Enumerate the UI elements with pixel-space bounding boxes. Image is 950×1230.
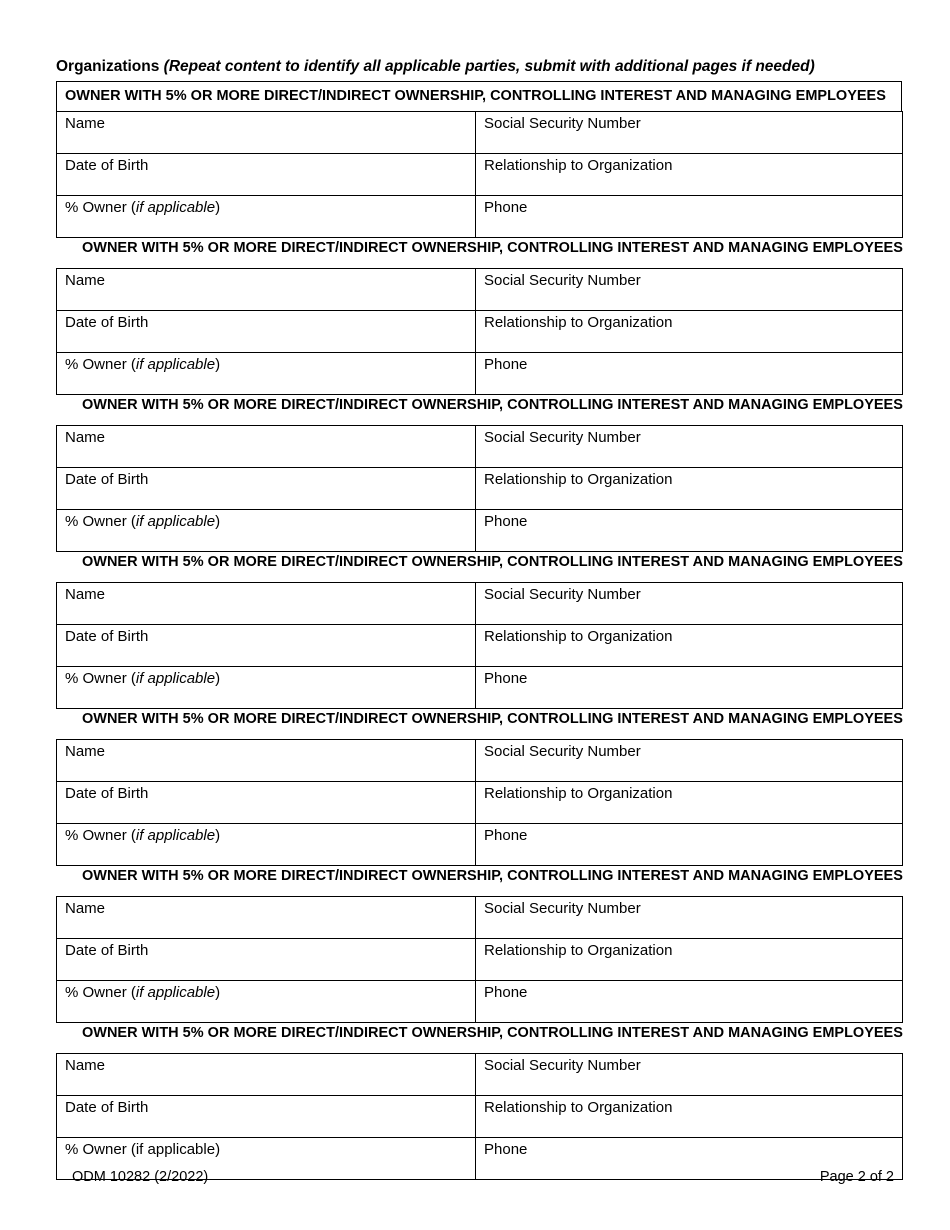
phone-label: Phone: [484, 199, 528, 216]
owner-percent-label: [65, 984, 220, 1001]
relationship-field[interactable]: [476, 154, 903, 196]
dob-label: Date of Birth: [65, 942, 149, 959]
name-label: Name: [65, 586, 106, 603]
owner-percent-label-prefix: % Owner (: [65, 513, 136, 530]
owner-block-header: OWNER WITH 5% OR MORE DIRECT/INDIRECT OWNERSHIP, CONTROLLING INTEREST AND MANAGING EMPLOYEES: [56, 81, 902, 111]
owner-percent-label-suffix: ): [215, 356, 221, 373]
owner-percent-label: [65, 513, 220, 530]
owner-percent-label-italic: if applicable: [135, 199, 216, 216]
ssn-field[interactable]: [476, 897, 903, 939]
ssn-field[interactable]: [476, 269, 903, 311]
dob-field[interactable]: [57, 311, 476, 353]
relationship-label: Relationship to Organization: [484, 628, 673, 645]
relationship-label: Relationship to Organization: [484, 314, 673, 331]
owner-fields-table: [56, 1053, 903, 1180]
ssn-field[interactable]: [476, 740, 903, 782]
owner-block-header: OWNER WITH 5% OR MORE DIRECT/INDIRECT OWNERSHIP, CONTROLLING INTEREST AND MANAGING EMPLOYEES: [82, 240, 903, 256]
owner-block-header: OWNER WITH 5% OR MORE DIRECT/INDIRECT OWNERSHIP, CONTROLLING INTEREST AND MANAGING EMPLOYEES: [82, 868, 903, 884]
name-label: Name: [65, 429, 106, 446]
owner-block-header: OWNER WITH 5% OR MORE DIRECT/INDIRECT OWNERSHIP, CONTROLLING INTEREST AND MANAGING EMPLOYEES: [82, 711, 903, 727]
owner-form: [56, 81, 902, 1180]
owner-percent-label-italic: if applicable: [135, 984, 216, 1001]
name-field[interactable]: [57, 426, 476, 468]
owner-percent-label-prefix: % Owner (: [65, 670, 136, 687]
relationship-label: Relationship to Organization: [484, 785, 673, 802]
dob-field[interactable]: [57, 782, 476, 824]
owner-percent-label: [65, 199, 220, 216]
ssn-label: Social Security Number: [484, 1057, 641, 1074]
relationship-field[interactable]: [476, 782, 903, 824]
owner-percent-label-prefix: % Owner (: [65, 199, 136, 216]
ssn-label: Social Security Number: [484, 900, 641, 917]
owner-block-1: [56, 81, 902, 238]
ssn-label: Social Security Number: [484, 272, 641, 289]
owner-block-5: [56, 700, 902, 866]
owner-percent-label-italic: if applicable: [135, 513, 216, 530]
owner-fields-table: [56, 582, 903, 709]
form-id: ODM 10282 (2/2022): [72, 1169, 209, 1185]
relationship-field[interactable]: [476, 311, 903, 353]
ssn-field[interactable]: [476, 112, 903, 154]
ssn-label: Social Security Number: [484, 743, 641, 760]
relationship-label: Relationship to Organization: [484, 942, 673, 959]
name-label: Name: [65, 900, 106, 917]
owner-percent-label: [65, 827, 220, 844]
dob-label: Date of Birth: [65, 314, 149, 331]
ssn-label: Social Security Number: [484, 115, 641, 132]
phone-label: Phone: [484, 513, 528, 530]
relationship-field[interactable]: [476, 625, 903, 667]
owner-percent-label-prefix: % Owner (if applicable): [65, 1141, 221, 1158]
owner-percent-label: [65, 356, 220, 373]
owner-fields-table: [56, 425, 903, 552]
phone-label: Phone: [484, 356, 528, 373]
owner-block-2: [56, 229, 902, 395]
dob-label: Date of Birth: [65, 157, 149, 174]
page-number: Page 2 of 2: [819, 1169, 894, 1185]
owner-block-3: [56, 386, 902, 552]
owner-percent-label: [65, 1141, 220, 1158]
owner-percent-label-suffix: ): [215, 199, 221, 216]
name-field[interactable]: [57, 583, 476, 625]
page-heading: [56, 57, 815, 77]
ssn-field[interactable]: [476, 426, 903, 468]
owner-percent-label-suffix: ): [215, 827, 221, 844]
ssn-field[interactable]: [476, 583, 903, 625]
dob-field[interactable]: [57, 1096, 476, 1138]
owner-block-header: OWNER WITH 5% OR MORE DIRECT/INDIRECT OWNERSHIP, CONTROLLING INTEREST AND MANAGING EMPLOYEES: [82, 1025, 903, 1041]
owner-block-header: OWNER WITH 5% OR MORE DIRECT/INDIRECT OWNERSHIP, CONTROLLING INTEREST AND MANAGING EMPLOYEES: [82, 554, 903, 570]
relationship-label: Relationship to Organization: [484, 471, 673, 488]
dob-field[interactable]: [57, 939, 476, 981]
owner-block-4: [56, 543, 902, 709]
owner-percent-label-italic: if applicable: [135, 827, 216, 844]
dob-label: Date of Birth: [65, 628, 149, 645]
relationship-field[interactable]: [476, 468, 903, 510]
name-label: Name: [65, 1057, 106, 1074]
dob-label: Date of Birth: [65, 1099, 149, 1116]
owner-block-7: [56, 1014, 902, 1180]
name-label: Name: [65, 272, 106, 289]
owner-fields-table: [56, 111, 903, 238]
owner-fields-table: [56, 268, 903, 395]
ssn-label: Social Security Number: [484, 429, 641, 446]
dob-field[interactable]: [57, 154, 476, 196]
dob-field[interactable]: [57, 468, 476, 510]
dob-field[interactable]: [57, 625, 476, 667]
name-field[interactable]: [57, 897, 476, 939]
owner-percent-label-prefix: % Owner (: [65, 984, 136, 1001]
owner-percent-label: [65, 670, 220, 687]
page-instruction-note: (Repeat content to identify all applicable parties, submit with additional pages if needed): [163, 58, 815, 75]
owner-block-header: OWNER WITH 5% OR MORE DIRECT/INDIRECT OWNERSHIP, CONTROLLING INTEREST AND MANAGING EMPLOYEES: [82, 397, 903, 413]
owner-percent-label-italic: if applicable: [135, 356, 216, 373]
owner-percent-label-suffix: ): [215, 984, 221, 1001]
name-label: Name: [65, 743, 106, 760]
owner-fields-table: [56, 739, 903, 866]
owner-percent-label-suffix: ): [215, 513, 221, 530]
phone-label: Phone: [484, 1141, 528, 1158]
relationship-field[interactable]: [476, 939, 903, 981]
owner-block-6: [56, 857, 902, 1023]
name-field[interactable]: [57, 269, 476, 311]
name-label: Name: [65, 115, 106, 132]
ssn-label: Social Security Number: [484, 586, 641, 603]
owner-percent-label-prefix: % Owner (: [65, 827, 136, 844]
ssn-field[interactable]: [476, 1054, 903, 1096]
owner-percent-label-prefix: % Owner (: [65, 356, 136, 373]
owner-fields-table: [56, 896, 903, 1023]
name-field[interactable]: [57, 1054, 476, 1096]
owner-percent-label-suffix: ): [215, 670, 221, 687]
name-field[interactable]: [57, 112, 476, 154]
relationship-label: Relationship to Organization: [484, 1099, 673, 1116]
name-field[interactable]: [57, 740, 476, 782]
phone-label: Phone: [484, 670, 528, 687]
relationship-label: Relationship to Organization: [484, 157, 673, 174]
phone-label: Phone: [484, 827, 528, 844]
phone-label: Phone: [484, 984, 528, 1001]
dob-label: Date of Birth: [65, 471, 149, 488]
page-title: Organizations: [56, 58, 160, 75]
relationship-field[interactable]: [476, 1096, 903, 1138]
dob-label: Date of Birth: [65, 785, 149, 802]
owner-percent-label-italic: if applicable: [135, 670, 216, 687]
